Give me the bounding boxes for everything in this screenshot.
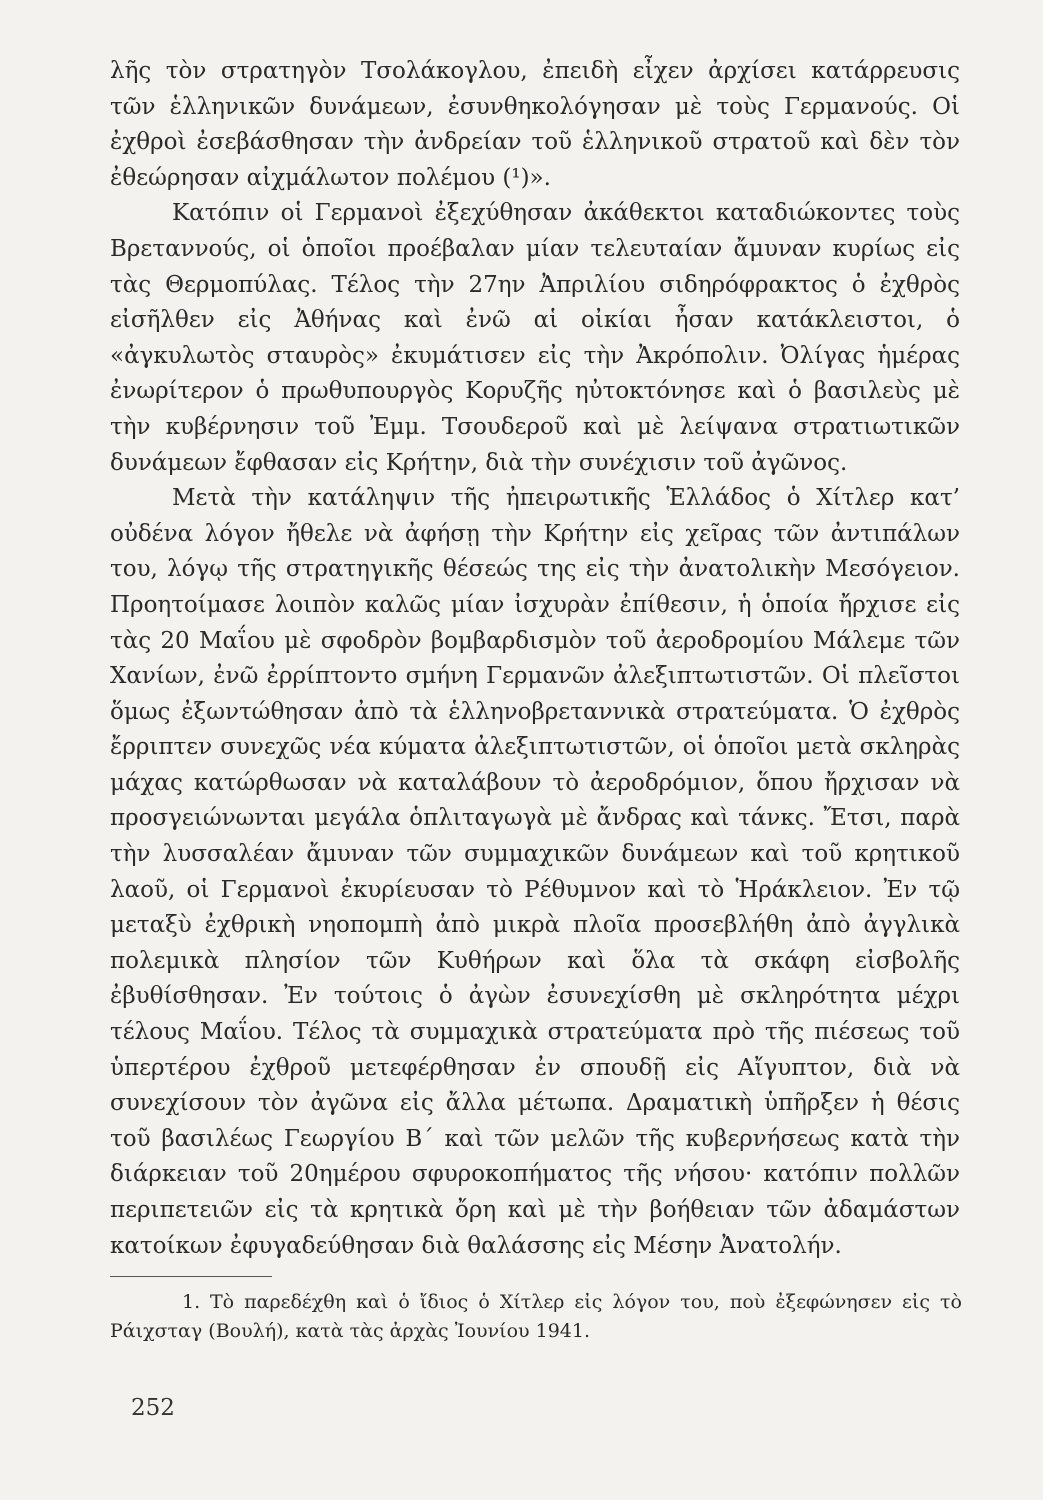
main-text [110, 54, 960, 1264]
paragraph-1: λῆς τὸν στρατηγὸν Τσολάκογλου, ἐπειδὴ εἶχεν ἀρχίσει κατάρρευσις τῶν ἑλληνικῶν δυνάμεων, ἐσυνθηκολόγησαν μὲ τοὺς Γερμανούς. Οἱ ἐχθροὶ ἐσεβάσθησαν τὴν ἀνδρείαν τοῦ ἑλληνικοῦ στρατοῦ καὶ δὲν τὸν ἐθεώρησαν αἰχμάλωτον πολέμου (¹)». [110, 58, 960, 191]
page-number: 252 [131, 1395, 175, 1421]
footnote-text: Τὸ παρεδέχθη καὶ ὁ ἴδιος ὁ Χίτλερ εἰς λόγον του, ποὺ ἐξεφώνησεν εἰς τὸ Ράιχσταγ (Βουλή), κατὰ τὰς ἀρχὰς Ἰουνίου 1941. [110, 1291, 962, 1342]
footnote-divider [110, 1276, 272, 1277]
footnote-number: 1. [182, 1291, 201, 1313]
paragraph-3: Μετὰ τὴν κατάληψιν τῆς ἠπειρωτικῆς Ἑλλάδος ὁ Χίτλερ κατ’ οὐδένα λόγον ἤθελε νὰ ἀφήσῃ τὴν Κρήτην εἰς χεῖρας τῶν ἀντιπάλων του, λόγῳ τῆς στρατηγικῆς θέσεώς της εἰς τὴν ἀνατολικὴν Μεσόγειον. Προητοίμασε λοιπὸν καλῶς μίαν ἰσχυρὰν ἐπίθεσιν, ἡ ὁποία ἤρχισε εἰς τὰς 20 Μαΐου μὲ σφοδρὸν βομβαρδισμὸν τοῦ ἀεροδρομίου Μάλεμε τῶν Χανίων, ἐνῶ ἐρρίπτοντο σμήνη Γερμανῶν ἀλεξιπτωτιστῶν. Οἱ πλεῖστοι ὅμως ἐξωντώθησαν ἀπὸ τὰ ἑλληνοβρεταννικὰ στρατεύματα. Ὁ ἐχθρὸς ἔρριπτεν συνεχῶς νέα κύματα ἀλεξιπτωτιστῶν, οἱ ὁποῖοι μετὰ σκληρὰς μάχας κατώρθωσαν νὰ καταλάβουν τὸ ἀεροδρόμιον, ὅπου ἤρχισαν νὰ προσγειώνωνται μεγάλα ὁπλιταγωγὰ μὲ ἄνδρας καὶ τάνκς. Ἔτσι, παρὰ τὴν λυσσαλέαν ἄμυναν τῶν συμμαχικῶν δυνάμεων καὶ τοῦ κρητικοῦ λαοῦ, οἱ Γερμανοὶ ἐκυρίευσαν τὸ Ρέθυμνον καὶ τὸ Ἡράκλειον. Ἐν τῷ μεταξὺ ἐχθρικὴ νηοπομπὴ ἀπὸ μικρὰ πλοῖα προσεβλήθη ἀπὸ ἀγγλικὰ πολεμικὰ πλησίον τῶν Κυθήρων καὶ ὅλα τὰ σκάφη εἰσβολῆς ἐβυθίσθησαν. Ἐν τούτοις ὁ ἀγὼν ἐσυνεχίσθη μὲ σκληρότητα μέχρι τέλους Μαΐου. Τέλος τὰ συμμαχικὰ στρατεύματα πρὸ τῆς πιέσεως τοῦ ὑπερτέρου ἐχθροῦ μετεφέρθησαν ἐν σπουδῇ εἰς Αἴγυπτον, διὰ νὰ συνεχίσουν τὸν ἀγῶνα εἰς ἄλλα μέτωπα. Δραματικὴ ὑπῆρξεν ἡ θέσις τοῦ βασιλέως Γεωργίου Β΄ καὶ τῶν μελῶν τῆς κυβερνήσεως κατὰ τὴν διάρκειαν τοῦ 20ημέρου σφυροκοπήματος τῆς νήσου· κατόπιν πολλῶν περιπετειῶν εἰς τὰ κρητικὰ ὄρη καὶ μὲ τὴν βοήθειαν τῶν ἀδαμάστων κατοίκων ἐφυγαδεύθησαν διὰ θαλάσσης εἰς Μέσην Ἀνατολήν. [110, 485, 960, 1259]
paragraph-2: Κατόπιν οἱ Γερμανοὶ ἐξεχύθησαν ἀκάθεκτοι καταδιώκοντες τοὺς Βρεταννούς, οἱ ὁποῖοι προέβαλαν μίαν τελευταίαν ἄμυναν κυρίως εἰς τὰς Θερμοπύλας. Τέλος τὴν 27ην Ἀπριλίου σιδηρόφρακτος ὁ ἐχθρὸς εἰσῆλθεν εἰς Ἀθήνας καὶ ἐνῶ αἱ οἰκίαι ἦσαν κατάκλειστοι, ὁ «ἀγκυλωτὸς σταυρὸς» ἐκυμάτισεν εἰς τὴν Ἀκρόπολιν. Ὀλίγας ἡμέρας ἐνωρίτερον ὁ πρωθυπουργὸς Κορυζῆς ηὐτοκτόνησε καὶ ὁ βασιλεὺς μὲ τὴν κυβέρνησιν τοῦ Ἐμμ. Τσουδεροῦ καὶ μὲ λείψανα στρατιωτικῶν δυνάμεων ἔφθασαν εἰς Κρήτην, διὰ τὴν συνέχισιν τοῦ ἀγῶνος. [110, 200, 960, 476]
footnote [110, 1288, 962, 1346]
